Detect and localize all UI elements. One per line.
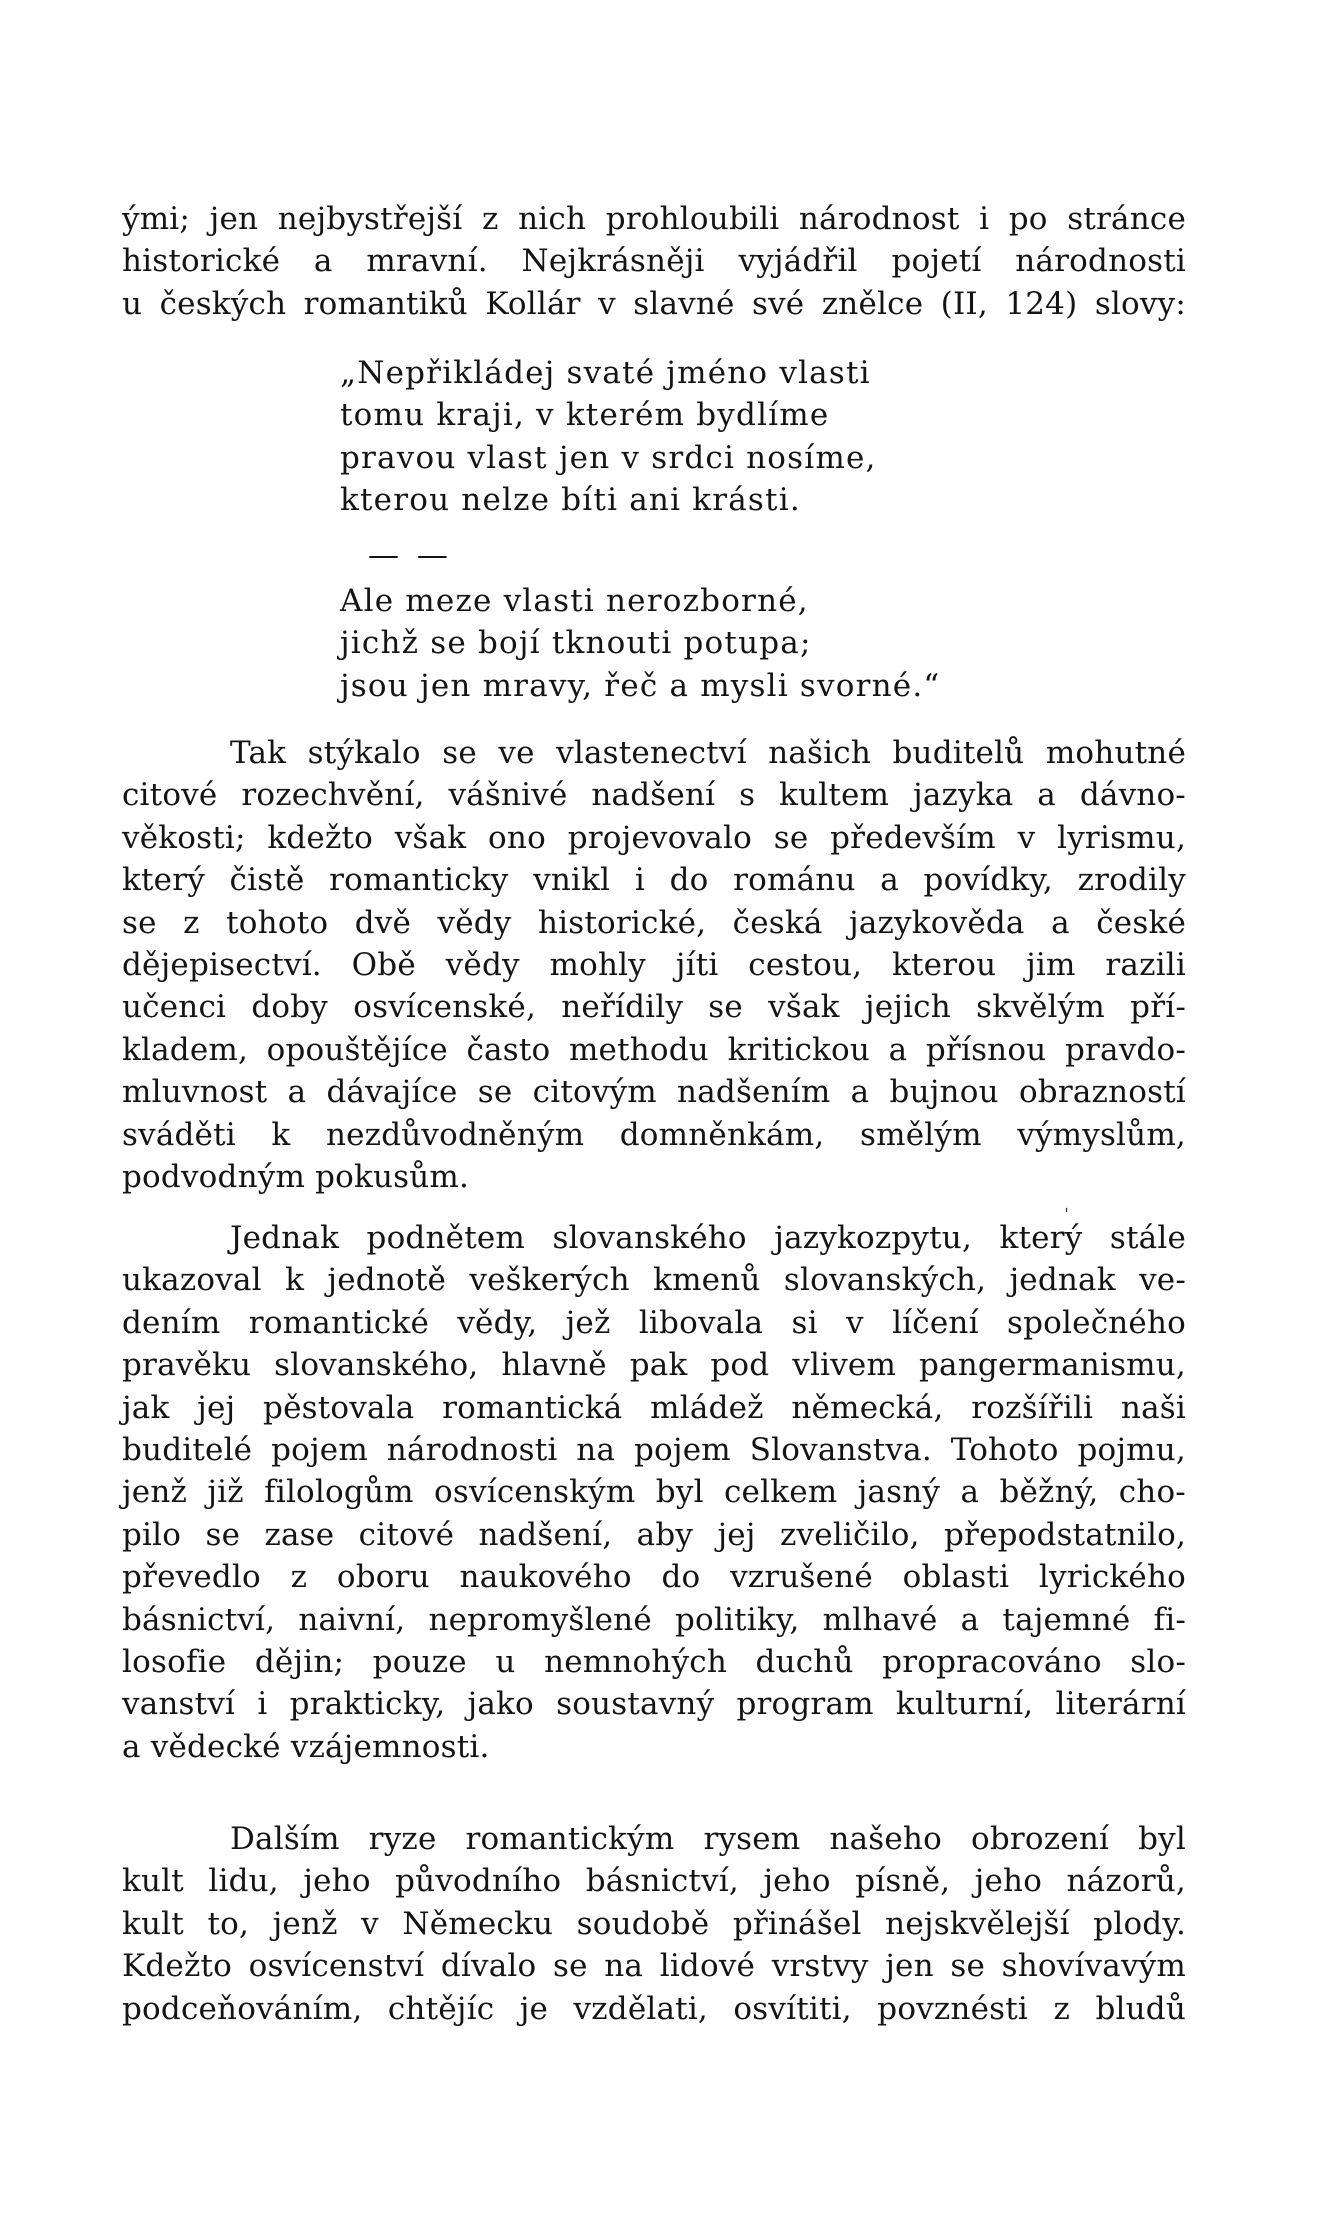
text-line: básnictví, naivní, nepromyšlené politiky, mlhavé a tajemné fi- bbox=[122, 1601, 1186, 1638]
paragraph-2 bbox=[122, 1217, 1186, 1768]
text-line: věkosti; kdežto však ono projevovalo se především v lyrismu, bbox=[122, 819, 1186, 856]
text-line: buditelé pojem národnosti na pojem Slovanstva. Tohoto pojmu, bbox=[122, 1432, 1186, 1469]
text-line: kult lidu, jeho původního básnictví, jeho písně, jeho názorů, bbox=[122, 1863, 1186, 1900]
text-line: dějepisectví. Obě vědy mohly jíti cestou, kterou jim razili bbox=[122, 947, 1186, 984]
text-line: pilo se zase citové nadšení, aby jej zveličilo, přepodstatnilo, bbox=[122, 1516, 1186, 1553]
text-line: pravěku slovanského, hlavně pak pod vlivem pangermanismu, bbox=[122, 1347, 1186, 1384]
poem-verse: jichž se bojí tknouti potupa; bbox=[340, 625, 812, 662]
text-line: jak jej pěstovala romantická mládež německá, rozšířili naši bbox=[122, 1389, 1186, 1426]
text-line: kult to, jenž v Německu soudobě přinášel nejskvělejší plody. bbox=[122, 1905, 1186, 1942]
intro-paragraph bbox=[122, 198, 1186, 325]
text-line: se z tohoto dvě vědy historické, česká jazykověda a české bbox=[122, 904, 1186, 941]
text-line: jenž již filologům osvícenským byl celkem jasný a běžný, cho- bbox=[122, 1474, 1186, 1511]
text-line: ukazoval k jednotě veškerých kmenů slovanských, jednak ve- bbox=[122, 1262, 1186, 1299]
paragraph-3 bbox=[122, 1818, 1186, 2030]
text-line: a vědecké vzájemnosti. bbox=[122, 1728, 490, 1765]
text-line: ými; jen nejbystřejší z nich prohloubili národnost i po stránce bbox=[122, 201, 1186, 237]
text-line: Jednak podnětem slovanského jazykozpytu, který stále bbox=[230, 1220, 1186, 1256]
text-line: podvodným pokusům. bbox=[122, 1159, 470, 1196]
poem-verse: kterou nelze bíti ani krásti. bbox=[340, 482, 801, 519]
text-line: historické a mravní. Nejkrásněji vyjádřil pojetí národnosti bbox=[122, 243, 1186, 280]
text-line: převedlo z oboru naukového do vzrušené oblasti lyrického bbox=[122, 1559, 1186, 1596]
text-line: učenci doby osvícenské, neřídily se však jejich skvělým pří- bbox=[122, 989, 1186, 1026]
poem-stanza-2 bbox=[340, 580, 1100, 707]
text-line: u českých romantiků Kollár v slavné své znělce (II, 124) slovy: bbox=[122, 285, 1186, 322]
text-line: losofie dějin; pouze u nemnohých duchů propracováno slo- bbox=[122, 1644, 1186, 1681]
poem-separator: — — bbox=[368, 537, 452, 573]
poem-verse: tomu kraji, v kterém bydlíme bbox=[340, 397, 830, 434]
poem-verse: „Nepřikládej svaté jméno vlasti bbox=[340, 355, 871, 391]
poem-verse: jsou jen mravy, řeč a mysli svorné.“ bbox=[340, 667, 941, 704]
poem-stanza-1 bbox=[340, 352, 1100, 522]
text-line: citové rozechvění, vášnivé nadšení s kultem jazyka a dávno- bbox=[122, 777, 1186, 814]
text-line: který čistě romanticky vnikl i do románu a povídky, zrodily bbox=[122, 862, 1186, 899]
text-line: mluvnost a dávajíce se citovým nadšením a bujnou obrazností bbox=[122, 1074, 1186, 1111]
text-line: sváděti k nezdůvodněným domněnkám, smělým výmyslům, bbox=[122, 1116, 1186, 1153]
text-line: Tak stýkalo se ve vlastenectví našich buditelů mohutné bbox=[230, 735, 1186, 771]
text-line: vanství i prakticky, jako soustavný program kulturní, literární bbox=[122, 1686, 1186, 1723]
text-line: podceňováním, chtějíc je vzdělati, osvítiti, povznésti z bludů bbox=[122, 1990, 1186, 2027]
text-line: Dalším ryze romantickým rysem našeho obrození byl bbox=[230, 1821, 1186, 1857]
text-line: dením romantické vědy, jež libovala si v líčení společného bbox=[122, 1304, 1186, 1341]
poem-verse: Ale meze vlasti nerozborné, bbox=[340, 583, 809, 619]
poem-verse: pravou vlast jen v srdci nosíme, bbox=[340, 439, 877, 476]
paragraph-1 bbox=[122, 732, 1186, 1198]
stray-print-mark: ˌ bbox=[1064, 1194, 1069, 1215]
text-line: kladem, opouštějíce často methodu kritickou a přísnou pravdo- bbox=[122, 1031, 1186, 1068]
text-line: Kdežto osvícenství dívalo se na lidové vrstvy jen se shovívavým bbox=[122, 1948, 1186, 1985]
